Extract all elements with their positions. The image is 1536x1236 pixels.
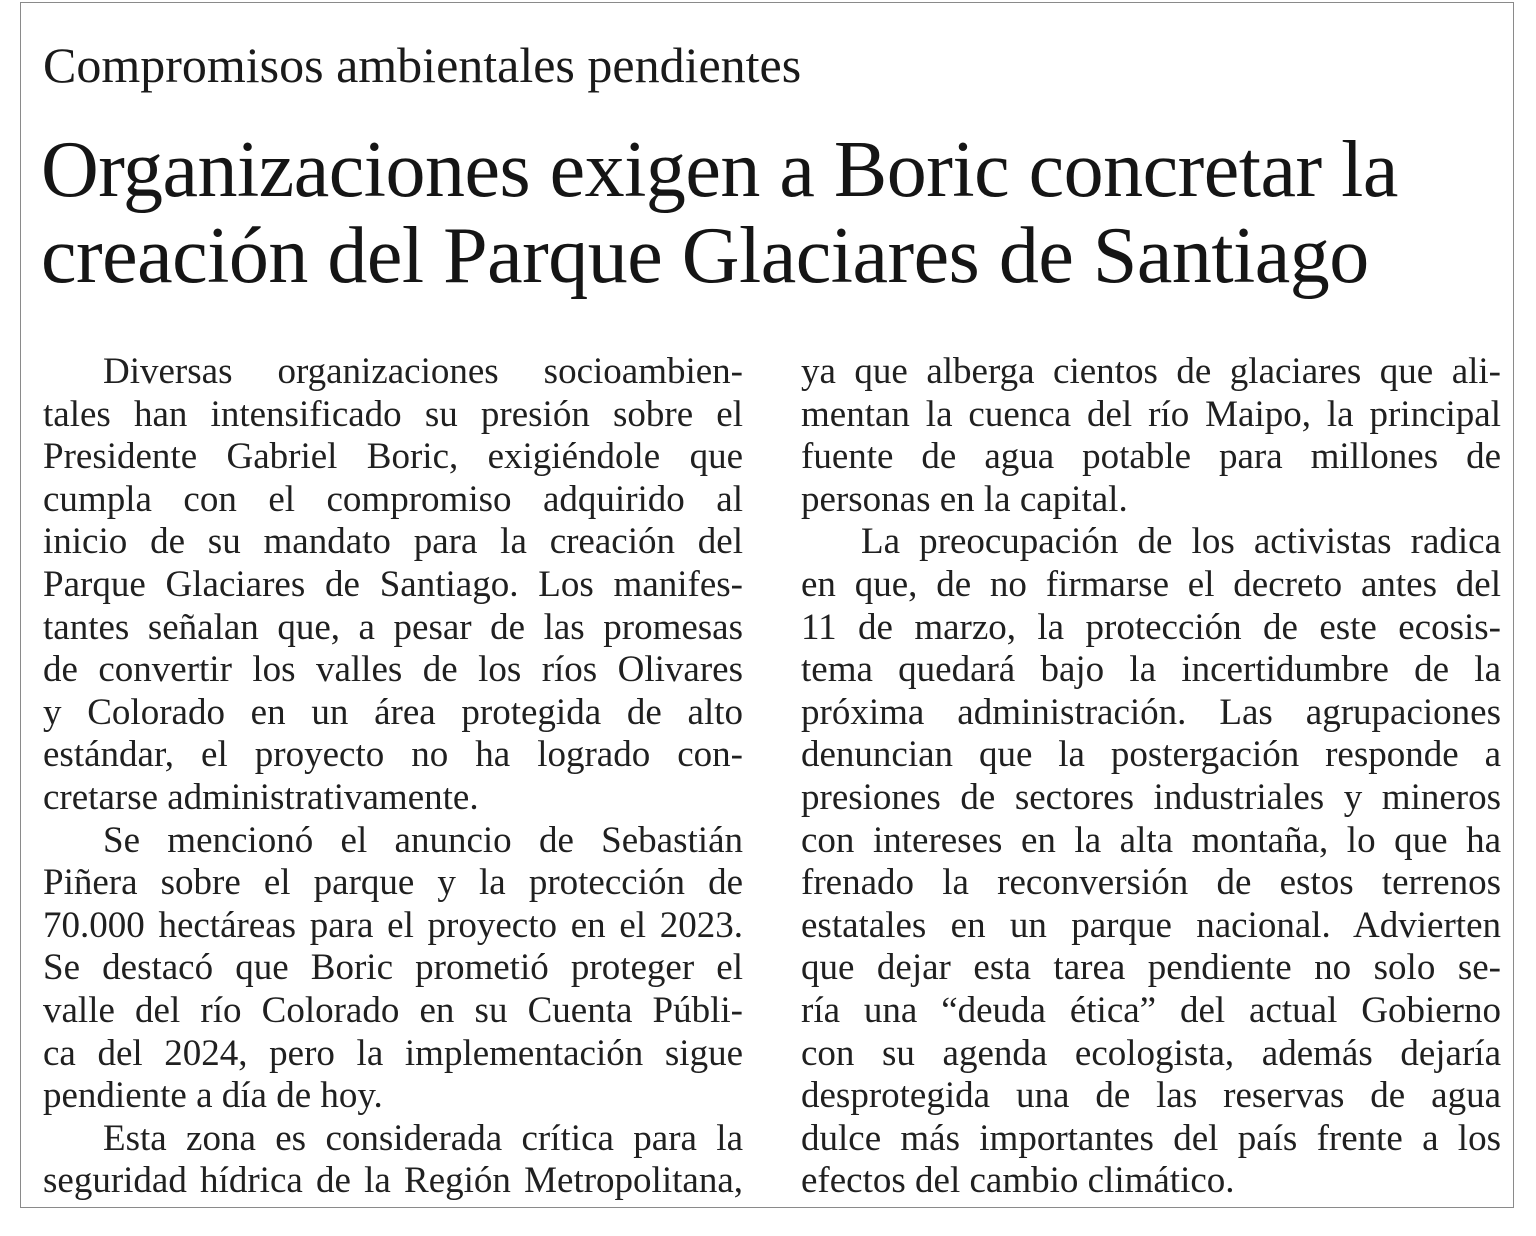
body-text-line: próxima administración. Las agrupaciones	[801, 691, 1501, 733]
body-text-line: Piñera sobre el parque y la protección de	[43, 862, 743, 904]
body-text-line: seguridad hídrica de la Región Metropolitana,	[43, 1160, 743, 1202]
article-headline	[41, 127, 1501, 299]
headline-line: creación del Parque Glaciares de Santiago	[41, 212, 1369, 300]
body-text-line: Se mencionó el anuncio de Sebastián	[103, 819, 743, 861]
body-text-line: valle del río Colorado en su Cuenta Públi-	[43, 989, 743, 1031]
body-text-line: estándar, el proyecto no ha logrado con-	[43, 734, 743, 776]
body-text-line: desprotegida una de las reservas de agua	[801, 1075, 1501, 1117]
body-text-line: Esta zona es considerada crítica para la	[103, 1117, 743, 1159]
body-text-line: fuente de agua potable para millones de	[801, 436, 1501, 478]
body-text-line: denuncian que la postergación responde a	[801, 734, 1501, 776]
body-text-line: tantes señalan que, a pesar de las promesas	[43, 606, 743, 648]
body-text-line: cumpla con el compromiso adquirido al	[43, 478, 743, 520]
body-text-line: y Colorado en un área protegida de alto	[43, 691, 743, 733]
body-text-line: con intereses en la alta montaña, lo que ha	[801, 819, 1501, 861]
body-text-line: ría una “deuda ética” del actual Gobierno	[801, 989, 1501, 1031]
body-text-line: 70.000 hectáreas para el proyecto en el 2023.	[43, 904, 743, 946]
body-text-line: tema quedará bajo la incertidumbre de la	[801, 649, 1501, 691]
body-column-right	[801, 351, 1501, 1203]
article-kicker: Compromisos ambientales pendientes	[43, 37, 802, 93]
body-text-line: presiones de sectores industriales y mineros	[801, 776, 1501, 818]
body-text-line: en que, de no firmarse el decreto antes del	[801, 563, 1501, 605]
body-column-left	[43, 351, 743, 1203]
body-text-line: Presidente Gabriel Boric, exigiéndole que	[43, 436, 743, 478]
body-text-line: dulce más importantes del país frente a los	[801, 1117, 1501, 1159]
body-text-line: personas en la capital.	[801, 478, 1128, 520]
body-text-line: ca del 2024, pero la implementación sigue	[43, 1032, 743, 1074]
body-text-line: Diversas organizaciones socioambien-	[103, 351, 743, 392]
body-text-line: inicio de su mandato para la creación del	[43, 521, 743, 563]
body-text-line: pendiente a día de hoy.	[43, 1075, 383, 1117]
body-text-line: ya que alberga cientos de glaciares que ali-	[801, 351, 1501, 392]
body-text-line: 11 de marzo, la protección de este ecosis-	[801, 606, 1501, 648]
body-text-line: efectos del cambio climático.	[801, 1160, 1235, 1202]
body-text-line: de convertir los valles de los ríos Olivares	[43, 649, 743, 691]
body-text-line: que dejar esta tarea pendiente no solo se-	[801, 947, 1501, 989]
headline-line: Organizaciones exigen a Boric concretar la	[41, 126, 1398, 214]
body-text-line: frenado la reconversión de estos terrenos	[801, 862, 1501, 904]
body-text-line: Parque Glaciares de Santiago. Los manifes-	[43, 563, 743, 605]
body-text-line: estatales en un parque nacional. Advierten	[801, 904, 1501, 946]
newspaper-clipping	[20, 2, 1514, 1208]
body-text-line: con su agenda ecologista, además dejaría	[801, 1032, 1501, 1074]
body-text-line: tales han intensificado su presión sobre el	[43, 393, 743, 435]
body-text-line: mentan la cuenca del río Maipo, la principal	[801, 393, 1501, 435]
body-text-line: Se destacó que Boric prometió proteger el	[43, 947, 743, 989]
body-text-line: La preocupación de los activistas radica	[861, 521, 1501, 563]
body-text-line: cretarse administrativamente.	[43, 776, 479, 818]
